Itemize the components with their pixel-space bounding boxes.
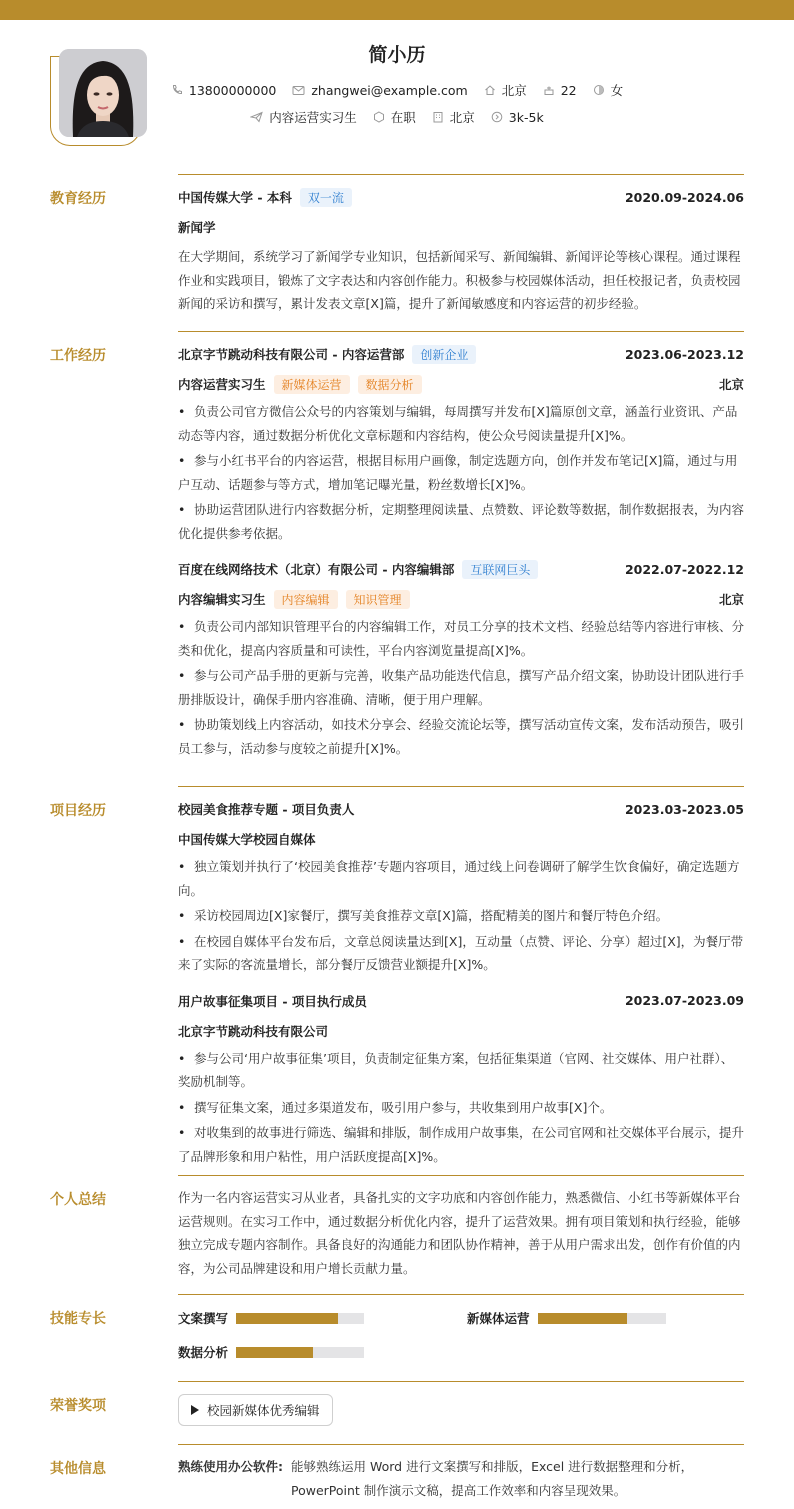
section-divider (178, 1381, 744, 1382)
gender-icon (593, 84, 605, 96)
company-tag: 创新企业 (412, 345, 476, 364)
skill-item (178, 1343, 364, 1361)
skill-bar-fill (538, 1313, 628, 1324)
list-item: • 协助运营团队进行内容数据分析，定期整理阅读量、点赞数、评论数等数据，制作数据报表，为内容优化提供参考依据。 (178, 498, 744, 545)
play-triangle-icon (191, 1405, 199, 1415)
role-tag: 新媒体运营 (274, 375, 350, 394)
project-date: 2023.07-2023.09 (624, 993, 744, 1008)
building-icon (432, 111, 444, 123)
section-divider (178, 1294, 744, 1295)
other-label: 熟练使用办公软件: (178, 1459, 283, 1474)
award-item[interactable] (178, 1394, 333, 1426)
company-name: 百度在线网络技术（北京）有限公司 - 内容编辑部 (178, 562, 455, 577)
company-name: 北京字节跳动科技有限公司 - 内容运营部 (178, 347, 405, 362)
project-org: 中国传媒大学校园自媒体 (178, 832, 316, 847)
skill-name: 文案撰写 (178, 1311, 229, 1326)
contact-age: 22 (543, 83, 577, 98)
summary-title: 个人总结 (50, 1192, 106, 1208)
skill-item (178, 1309, 364, 1327)
intent-position: 内容运营实习生 (250, 108, 357, 126)
skill-bar (538, 1313, 666, 1324)
list-item: • 参与公司产品手册的更新与完善，收集产品功能迭代信息，撰写产品介绍文案，协助设计团队进行手册排版设计，确保手册内容准确、清晰，便于用户理解。 (178, 664, 744, 711)
major: 新闻学 (178, 220, 216, 235)
work-role: 内容编辑实习生 (178, 592, 266, 607)
send-icon (250, 111, 263, 123)
list-item: • 参与小红书平台的内容运营，根据目标用户画像，制定选题方向，创作并发布笔记[X]篇，通过与用户互动、话题参与等方式，增加笔记曝光量，粉丝数增长[X]%。 (178, 449, 744, 496)
work-item (178, 557, 744, 760)
award-label: 校园新媒体优秀编辑 (207, 1403, 320, 1418)
intent-row (0, 108, 794, 126)
section-divider (178, 331, 744, 332)
skill-name: 数据分析 (178, 1345, 229, 1360)
project-org: 北京字节跳动科技有限公司 (178, 1023, 329, 1039)
awards-title: 荣誉奖项 (50, 1398, 106, 1414)
contact-email: zhangwei@example.com (292, 83, 467, 98)
list-item: • 负责公司内部知识管理平台的内容编辑工作，对员工分享的技术文档、经验总结等内容进行审核、分类和优化，提高内容质量和可读性，平台内容浏览量提高[X]%。 (178, 615, 744, 662)
projects-title: 项目经历 (50, 803, 106, 819)
list-item: • 撰写征集文案，通过多渠道发布，吸引用户参与，共收集到用户故事[X]个。 (178, 1096, 744, 1120)
phone-icon (171, 84, 183, 96)
skill-bar-fill (236, 1347, 313, 1358)
project-name: 用户故事征集项目 - 项目执行成员 (178, 993, 367, 1009)
contact-gender: 女 (593, 81, 624, 99)
school-tag: 双一流 (300, 188, 352, 207)
contact-phone: 13800000000 (171, 83, 276, 98)
list-item: • 对收集到的故事进行筛选、编辑和排版，制作成用户故事集，在公司官网和社交媒体平台展示，提升了品牌形象和用户粘性，用户活跃度提高[X]%。 (178, 1121, 744, 1168)
list-item: • 协助策划线上内容活动，如技术分享会、经验交流论坛等，撰写活动宣传文案，发布活动预告，吸引员工参与，活动参与度较之前提升[X]%。 (178, 713, 744, 760)
section-divider (178, 786, 744, 787)
other-info-row (178, 1455, 744, 1502)
skill-bar (236, 1347, 364, 1358)
work-role: 内容运营实习生 (178, 377, 266, 392)
skill-bar-fill (236, 1313, 338, 1324)
role-tag: 内容编辑 (274, 590, 338, 609)
work-item (178, 342, 744, 545)
project-item (178, 989, 744, 1169)
role-tag: 数据分析 (358, 375, 422, 394)
mail-icon (292, 85, 305, 96)
other-text: 能够熟练运用 Word 进行文案撰写和排版，Excel 进行数据整理和分析，PowerPoint 制作演示文稿，提高工作效率和内容呈现效果。 (291, 1459, 694, 1498)
other-title: 其他信息 (50, 1461, 106, 1477)
work-city: 北京 (718, 592, 744, 607)
school-name: 中国传媒大学 - 本科 (178, 190, 292, 205)
top-accent-bar (0, 0, 794, 20)
company-tag: 互联网巨头 (462, 560, 538, 579)
section-divider (178, 174, 744, 175)
list-item: • 在校园自媒体平台发布后，文章总阅读量达到[X]，互动量（点赞、评论、分享）超过[X]，为餐厅带来了实际的客流量增长，部分餐厅反馈营业额提升[X]%。 (178, 930, 744, 977)
contact-row (0, 81, 794, 99)
hexagon-icon (373, 111, 385, 123)
project-item (178, 797, 744, 977)
skill-bar (236, 1313, 364, 1324)
intent-city: 北京 (432, 108, 475, 126)
education-date: 2020.09-2024.06 (624, 189, 744, 205)
skill-name: 新媒体运营 (467, 1311, 530, 1326)
intent-status: 在职 (373, 108, 416, 126)
candidate-name: 简小历 (368, 44, 426, 66)
list-item: • 负责公司官方微信公众号的内容策划与编辑，每周撰写并发布[X]篇原创文章，涵盖行业资讯、产品动态等内容，通过数据分析优化文章标题和内容结构，使公众号阅读量提升[X]%。 (178, 400, 744, 447)
education-description: 在大学期间，系统学习了新闻学专业知识，包括新闻采写、新闻编辑、新闻评论等核心课程。通过课程作业和实践项目，锻炼了文字表达和内容创作能力。积极参与校园媒体活动，担任校报记者，负责校园新闻的采访和撰写，累计发表文章[X]篇，提升了新闻敏感度和内容运营的初步经验。 (178, 249, 741, 311)
work-title: 工作经历 (50, 348, 106, 364)
project-date: 2023.03-2023.05 (624, 801, 744, 817)
intent-salary: 3k-5k (491, 110, 544, 125)
work-date: 2022.07-2022.12 (624, 561, 744, 577)
summary-text: 作为一名内容运营实习从业者，具备扎实的文字功底和内容创作能力，熟悉微信、小红书等新媒体平台运营规则。在实习工作中，通过数据分析优化内容，提升了运营效果。拥有项目策划和执行经验，能够独立完成专题内容制作。具备良好的沟通能力和团队协作精神，善于从用户需求出发，创作有价值的内容，为公司品牌建设和用户增长贡献力量。 (178, 1190, 741, 1276)
home-icon (484, 84, 496, 96)
education-title: 教育经历 (50, 191, 106, 207)
skills-title: 技能专长 (50, 1311, 106, 1327)
contact-city: 北京 (484, 81, 527, 99)
skill-item (467, 1309, 666, 1327)
arrow-circle-icon (491, 111, 503, 123)
section-divider (178, 1175, 744, 1176)
work-city: 北京 (718, 377, 744, 392)
list-item: • 参与公司‘用户故事征集’项目，负责制定征集方案，包括征集渠道（官网、社交媒体、用户社群）、奖励机制等。 (178, 1047, 744, 1094)
project-name: 校园美食推荐专题 - 项目负责人 (178, 802, 355, 817)
work-date: 2023.06-2023.12 (624, 346, 744, 362)
role-tag: 知识管理 (346, 590, 410, 609)
cake-icon (543, 84, 555, 96)
list-item: • 采访校园周边[X]家餐厅，撰写美食推荐文章[X]篇，搭配精美的图片和餐厅特色介绍。 (178, 904, 744, 928)
list-item: • 独立策划并执行了‘校园美食推荐’专题内容项目，通过线上问卷调研了解学生饮食偏好，确定选题方向。 (178, 855, 744, 902)
section-divider (178, 1444, 744, 1445)
